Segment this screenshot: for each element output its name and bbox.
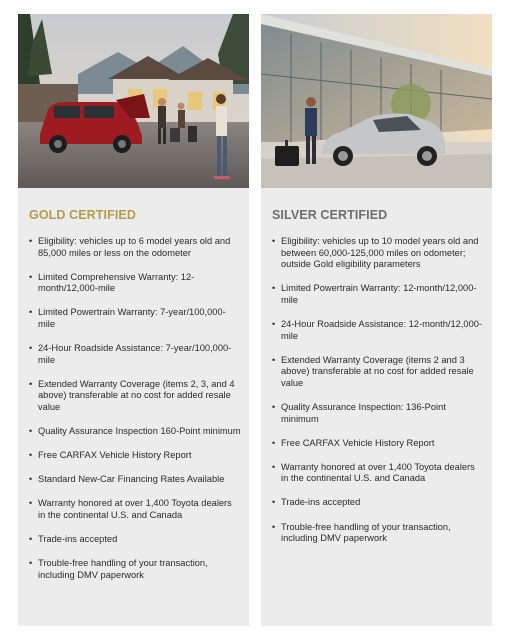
list-item: • Standard New-Car Financing Rates Available <box>29 474 241 486</box>
silver-photo-image <box>261 14 492 188</box>
list-item: • Limited Powertrain Warranty: 12-month/12,000-mile <box>272 283 484 306</box>
silver-feature-list <box>272 236 484 557</box>
list-item: • Trouble-free handling of your transaction, including DMV paperwork <box>272 522 484 545</box>
list-item: • Free CARFAX Vehicle History Report <box>272 438 484 450</box>
list-item: • Warranty honored at over 1,400 Toyota dealers in the continental U.S. and Canada <box>29 498 241 521</box>
list-item: • Extended Warranty Coverage (items 2 and 3 above) transferable at no cost for added resale value <box>272 355 484 390</box>
list-item: • Trade-ins accepted <box>29 534 241 546</box>
list-item: • Free CARFAX Vehicle History Report <box>29 450 241 462</box>
list-item: • Limited Powertrain Warranty: 7-year/100,000-mile <box>29 307 241 330</box>
gold-certified-panel <box>18 14 249 626</box>
gold-photo-image <box>18 14 249 188</box>
list-item: • Trouble-free handling of your transaction, including DMV paperwork <box>29 558 241 581</box>
gold-photo <box>18 14 249 188</box>
silver-certified-title: SILVER CERTIFIED <box>272 208 388 222</box>
list-item: • Warranty honored at over 1,400 Toyota dealers in the continental U.S. and Canada <box>272 462 484 485</box>
silver-photo <box>261 14 492 188</box>
list-item: • Extended Warranty Coverage (items 2, 3, and 4 above) transferable at no cost for added resale value <box>29 379 241 414</box>
list-item: • Quality Assurance Inspection: 136-Point minimum <box>272 402 484 425</box>
list-item: • 24-Hour Roadside Assistance: 12-month/12,000-mile <box>272 319 484 342</box>
list-item: • Eligibility: vehicles up to 10 model years old and between 60,000-125,000 miles on odometer; outside Gold eligibility parameters <box>272 236 484 271</box>
list-item: • 24-Hour Roadside Assistance: 7-year/100,000-mile <box>29 343 241 366</box>
list-item: • Trade-ins accepted <box>272 497 484 509</box>
list-item: • Quality Assurance Inspection 160-Point minimum <box>29 426 241 438</box>
list-item: • Limited Comprehensive Warranty: 12-month/12,000-mile <box>29 272 241 295</box>
gold-feature-list <box>29 236 241 594</box>
silver-certified-panel <box>261 14 492 626</box>
list-item: • Eligibility: vehicles up to 6 model years old and 85,000 miles or less on the odometer <box>29 236 241 259</box>
gold-certified-title: GOLD CERTIFIED <box>29 208 136 222</box>
